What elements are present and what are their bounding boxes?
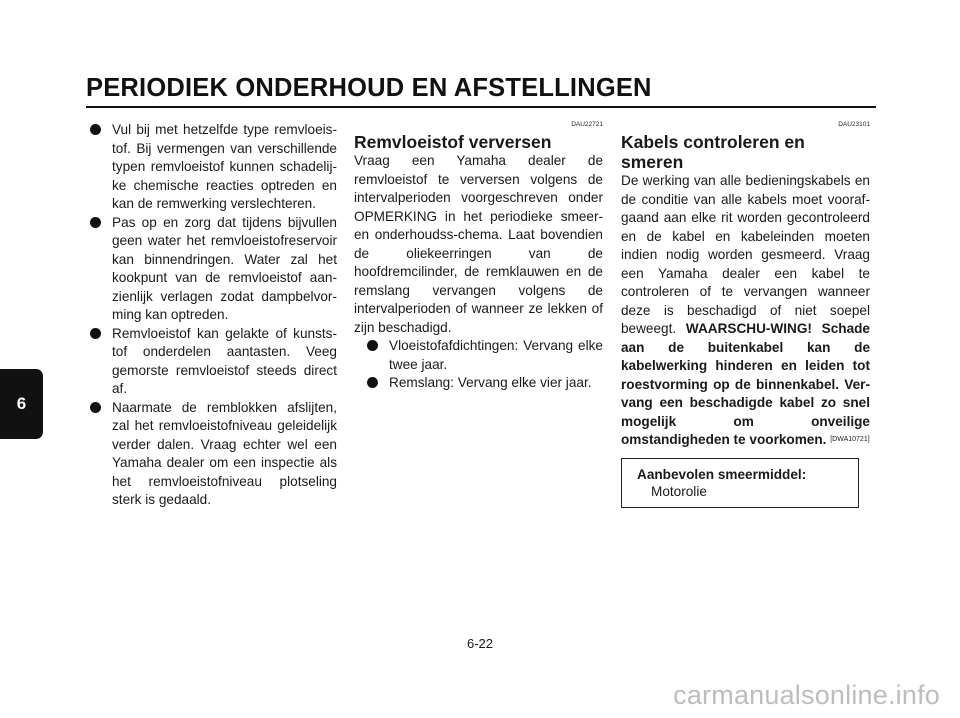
- watermark: carmanualsonline.info: [673, 680, 940, 710]
- list-item: [90, 399, 337, 510]
- section-title: Remvloeistof verversen: [354, 132, 552, 152]
- list-item: [90, 325, 337, 399]
- section-code: DAU23101: [838, 121, 870, 128]
- bullet-text: Vloeistofafdichtingen: Vervang elke twee jaar.: [389, 338, 603, 372]
- page-number: 6-22: [466, 636, 494, 651]
- bullet-icon: [90, 328, 101, 339]
- middle-column: [354, 121, 603, 393]
- list-item: [354, 337, 603, 374]
- list-item: [90, 214, 337, 325]
- bullet-icon: [90, 217, 101, 228]
- bullet-text: Remslang: Vervang elke vier jaar.: [389, 375, 592, 390]
- middle-bullet-list: [354, 337, 603, 393]
- chapter-tab: 6: [0, 369, 43, 439]
- right-column: [621, 121, 870, 508]
- section-paragraph: [621, 172, 870, 450]
- list-item: [354, 374, 603, 393]
- bullet-icon: [90, 402, 101, 413]
- list-item: [90, 121, 337, 214]
- bullet-icon: [90, 124, 101, 135]
- header-divider: [86, 106, 876, 108]
- left-bullet-list: [90, 121, 337, 510]
- bullet-text: Remvloeistof kan gelakte of kunsts-tof onderdelen aantasten. Veeg gemorste remvloeistof steeds direct af.: [112, 325, 337, 396]
- paragraph-text: De werking van alle bedieningskabels en de conditie van alle kabels moet vooraf-gaand aan elke rit worden gecontroleerd en de kabel en kabeleinden moeten indien nodig worden gesmeerd. Vraag een Yamaha dealer een kabel te controleren of te vervangen wanneer deze is beschadigd of niet soepel beweegt.: [621, 173, 870, 336]
- note-title: Aanbevolen smeermiddel:: [637, 466, 807, 482]
- warning-code: [DWA10721]: [830, 436, 870, 444]
- warning-text: WAARSCHU-WING! Schade aan de buitenkabel kan de kabelwerking hinderen en leiden tot roestvorming op de binnenkabel. Ver-vang een beschadigde kabel zo snel mogelijk om onveilige omstandigheden te voorkomen.: [621, 321, 870, 447]
- page-title: PERIODIEK ONDERHOUD EN AFSTELLINGEN: [86, 74, 652, 102]
- left-column: [90, 121, 337, 510]
- section-code: DAU22721: [571, 121, 603, 128]
- bullet-text: Vul bij met hetzelfde type remvloeis-tof. Bij vermengen van verschillende typen remvloeistof kunnen schadelij-ke chemische reacties optreden en kan de remwerking verslechteren.: [112, 122, 337, 211]
- note-value: Motorolie: [651, 483, 707, 499]
- section-paragraph: Vraag een Yamaha dealer de remvloeistof te verversen volgens de intervalperioden voorgeschreven onder OPMERKING in het periodieke smeer- en onderhoudss-chema. Laat bovendien de oliekeerringen van de hoofdremcilinder, de remklauwen en de remslang vervangen volgens de intervalperioden of wanneer ze lekken of zijn beschadigd.: [354, 153, 603, 335]
- bullet-icon: [367, 377, 378, 388]
- lubricant-note-box: [621, 458, 859, 508]
- bullet-icon: [367, 340, 378, 351]
- bullet-text: Pas op en zorg dat tijdens bijvullen geen water het remvloeistofreservoir kan binnendringen. Water zal het kookpunt van de remvloeistof aan-zienlijk verlagen zodat dampbelvor-ming kan optreden.: [112, 214, 337, 322]
- section-title: Kabels controleren en smeren: [621, 132, 805, 172]
- bullet-text: Naarmate de remblokken afslijten, zal het remvloeistofniveau geleidelijk verder dalen. Vraag echter wel een Yamaha dealer om een inspectie als het remvloeistofniveau plotseling sterk is gedaald.: [112, 399, 337, 507]
